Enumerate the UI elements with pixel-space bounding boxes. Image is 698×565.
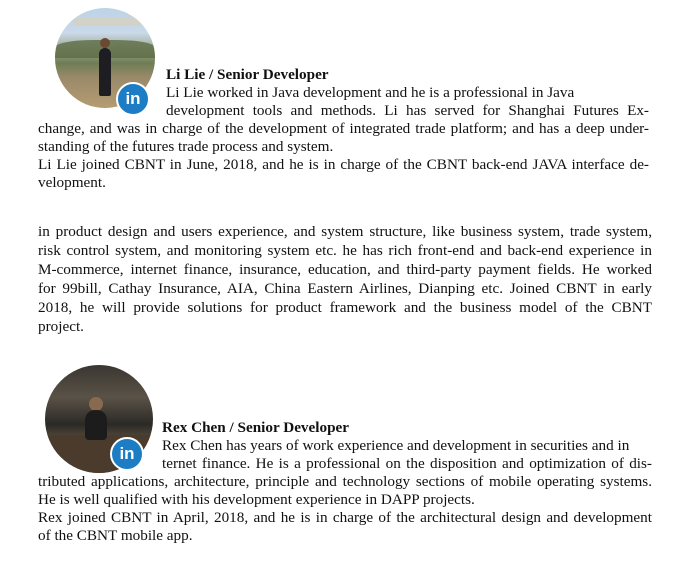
- person-head: [100, 38, 110, 48]
- paragraph-line: M-commerce, internet finance, insurance, education, and third-party payment fields. He worked: [38, 261, 652, 278]
- paragraph-line: for 99bill, Cathay Insurance, AIA, China Eastern Airlines, Dianping etc. Joined CBNT in early: [38, 280, 652, 297]
- profile-name-title: Li Lie / Senior Developer: [166, 66, 329, 83]
- linkedin-icon[interactable]: in: [116, 82, 150, 116]
- profile-bio-line: Li Lie joined CBNT in June, 2018, and he is in charge of the CBNT back-end JAVA interface de-: [38, 156, 649, 173]
- paragraph-line: risk control system, and monitoring system etc. he has rich front-end and back-end experience in: [38, 242, 652, 259]
- sky-highlight: [73, 18, 143, 26]
- profile-bio-line: change, and was in charge of the development of integrated trade platform; and has a deep under-: [38, 120, 649, 137]
- profile-bio-line: Rex joined CBNT in April, 2018, and he is in charge of the architectural design and development: [38, 509, 652, 526]
- profile-bio-line: Rex Chen has years of work experience and development in securities and in: [162, 437, 630, 454]
- paragraph-line: in product design and users experience, and system structure, like business system, trade system,: [38, 223, 652, 240]
- profile-bio-line: ternet finance. He is a professional on the disposition and optimization of dis-: [162, 455, 652, 472]
- paragraph-line: project.: [38, 318, 84, 335]
- profile-bio-line: He is well qualified with his development experience in DAPP projects.: [38, 491, 475, 508]
- person-head: [89, 397, 103, 411]
- profile-bio-line: Li Lie worked in Java development and he is a professional in Java: [166, 84, 575, 101]
- paragraph-line: 2018, he will provide solutions for product framework and the business model of the CBNT: [38, 299, 652, 316]
- profile-bio-line: velopment.: [38, 174, 106, 191]
- profile-name-title: Rex Chen / Senior Developer: [162, 419, 350, 436]
- profile-bio-line: development tools and methods. Li has served for Shanghai Futures Ex-: [166, 102, 649, 119]
- linkedin-icon[interactable]: in: [110, 437, 144, 471]
- profile-bio-line: tributed applications, architecture, principle and technology sections of mobile operating systems.: [38, 473, 652, 490]
- profile-bio-line: of the CBNT mobile app.: [38, 527, 193, 544]
- person-figure: [85, 410, 107, 440]
- profile-bio-line: standing of the futures trade process and system.: [38, 138, 334, 155]
- person-figure: [99, 48, 111, 96]
